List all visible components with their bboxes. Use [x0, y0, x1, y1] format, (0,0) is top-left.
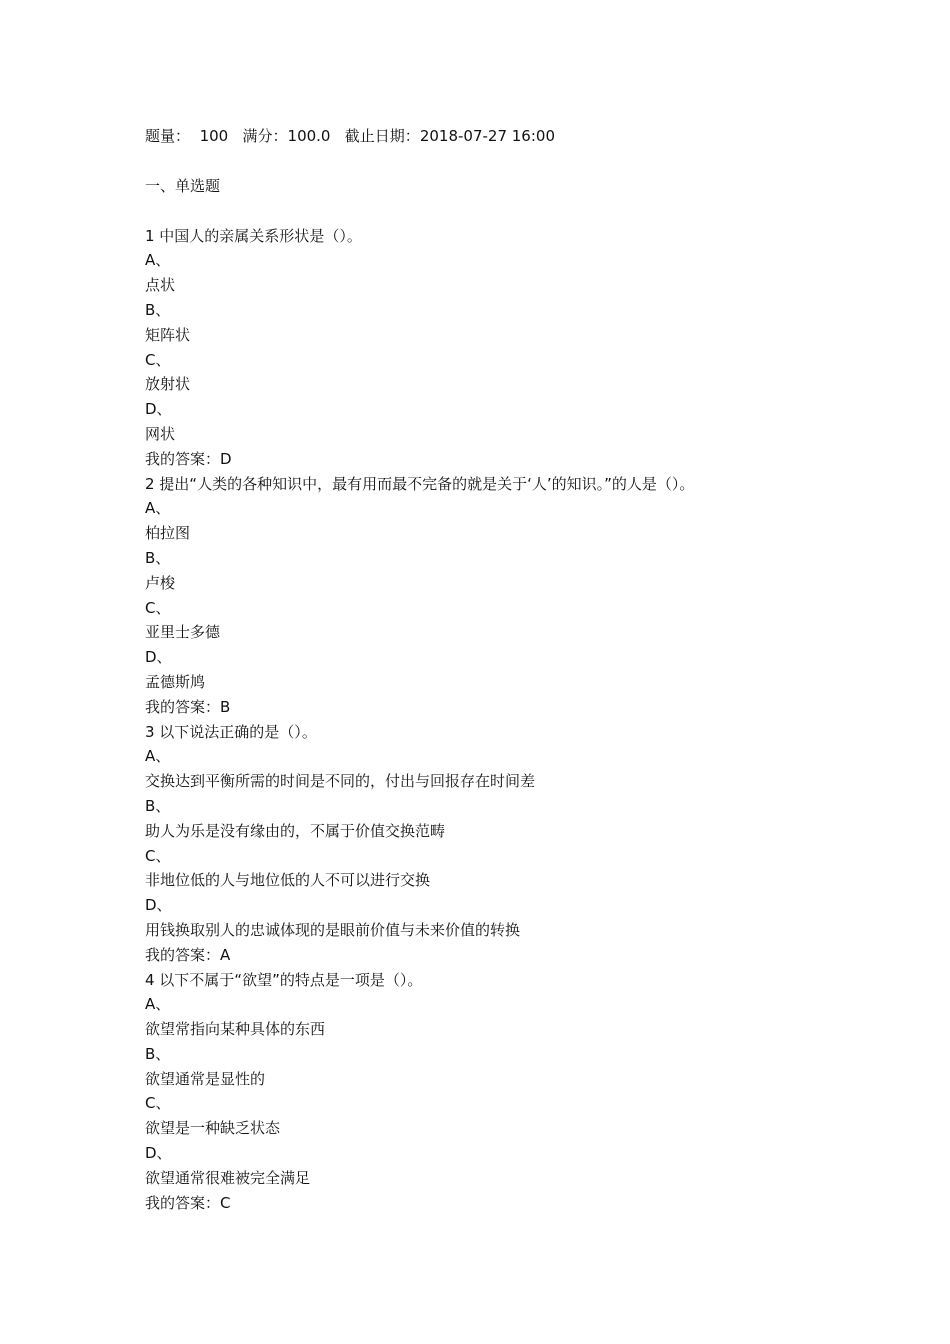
my-answer-label: 我的答案：: [145, 1193, 221, 1212]
option-text: 柏拉图: [145, 524, 191, 543]
option-text: 助人为乐是没有缘由的，不属于价值交换范畴: [145, 821, 446, 840]
option-letter: D、: [145, 896, 172, 915]
option-text: 放射状: [145, 375, 191, 394]
option-letter: A、: [145, 995, 171, 1014]
option-letter: C、: [145, 598, 171, 617]
option-letter: B、: [145, 1044, 171, 1063]
option-text: 欲望是一种缺乏状态: [145, 1119, 281, 1138]
option-text: 孟德斯鸠: [145, 672, 206, 691]
my-answer-value: B: [220, 697, 231, 716]
option-letter: D、: [145, 400, 172, 419]
option-letter: B、: [145, 796, 171, 815]
option-text: 交换达到平衡所需的时间是不同的，付出与回报存在时间差: [145, 772, 536, 791]
question-block: [145, 224, 865, 472]
deadline-label: 截止日期：: [344, 127, 420, 145]
my-answer-value: A: [220, 945, 231, 964]
deadline-value: 2018-07-27 16:00: [419, 127, 555, 145]
my-answer-label: 我的答案：: [145, 945, 221, 964]
option-text: 网状: [145, 424, 176, 443]
question-stem: 1 中国人的亲属关系形状是（）。: [145, 226, 362, 245]
my-answer: [145, 943, 865, 968]
my-answer: [145, 447, 865, 472]
question-block: [145, 472, 865, 720]
option-letter: A、: [145, 747, 171, 766]
full-score-label: 满分：: [242, 127, 288, 145]
question-count-value: 100: [199, 127, 229, 145]
option-text: 欲望常指向某种具体的东西: [145, 1020, 326, 1039]
option-letter: D、: [145, 1144, 172, 1163]
question-stem: 2 提出“人类的各种知识中，最有用而最不完备的就是关于‘人’的知识。”的人是（）。: [145, 474, 695, 493]
option-text: 矩阵状: [145, 325, 191, 344]
question-list: [145, 224, 865, 1216]
my-answer-label: 我的答案：: [145, 697, 221, 716]
my-answer: [145, 1191, 865, 1216]
question-block: [145, 720, 865, 968]
quiz-document: [145, 124, 865, 1215]
my-answer-value: D: [220, 449, 232, 468]
option-letter: C、: [145, 350, 171, 369]
question-count-label: 题量：: [145, 127, 191, 145]
option-text: 点状: [145, 276, 176, 295]
option-letter: D、: [145, 648, 172, 667]
option-letter: A、: [145, 251, 171, 270]
full-score-value: 100.0: [287, 127, 331, 145]
question-stem: 3 以下说法正确的是（）。: [145, 722, 317, 741]
question-stem: 4 以下不属于“欲望”的特点是一项是（）。: [145, 970, 423, 989]
question-block: [145, 968, 865, 1216]
my-answer-label: 我的答案：: [145, 449, 221, 468]
option-text: 欲望通常很难被完全满足: [145, 1168, 311, 1187]
section-title: 一、单选题: [145, 176, 221, 195]
my-answer: [145, 695, 865, 720]
option-text: 非地位低的人与地位低的人不可以进行交换: [145, 871, 431, 890]
my-answer-value: C: [220, 1193, 231, 1212]
option-letter: C、: [145, 1094, 171, 1113]
option-letter: C、: [145, 846, 171, 865]
option-letter: B、: [145, 548, 171, 567]
option-text: 卢梭: [145, 573, 176, 592]
option-text: 欲望通常是显性的: [145, 1069, 266, 1088]
option-text: 亚里士多德: [145, 623, 221, 642]
option-letter: A、: [145, 499, 171, 518]
option-letter: B、: [145, 300, 171, 319]
quiz-meta: [145, 124, 865, 149]
option-text: 用钱换取别人的忠诚体现的是眼前价值与未来价值的转换: [145, 920, 521, 939]
